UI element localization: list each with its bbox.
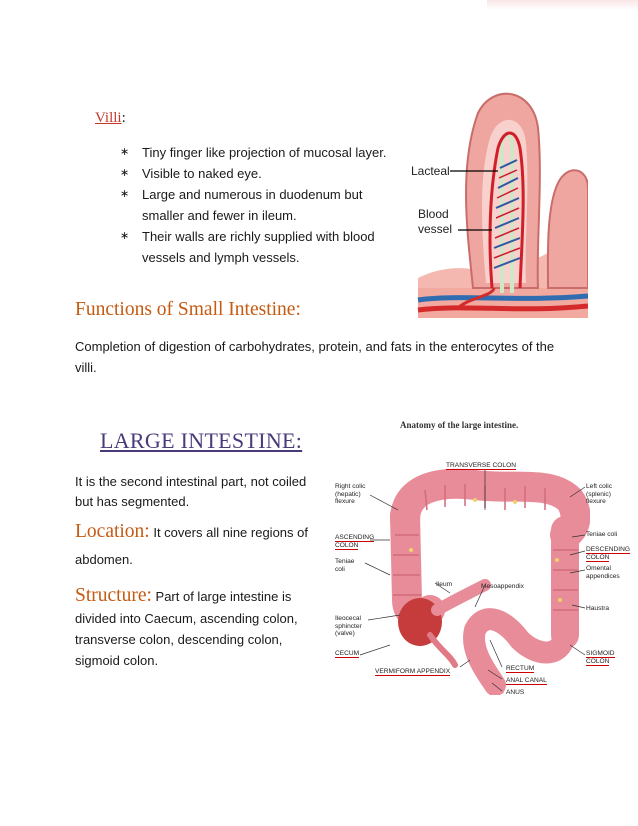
label-text: coli xyxy=(335,565,345,573)
villi-label-vessel: vessel xyxy=(418,222,453,236)
label-text: CECUM xyxy=(335,650,360,657)
label-text: COLON xyxy=(335,541,359,549)
label-text: ASCENDING xyxy=(335,534,375,541)
label-text: TRANSVERSE COLON xyxy=(446,462,516,469)
page-corner-decoration xyxy=(487,0,638,10)
bullet-icon: ∗ xyxy=(120,146,130,158)
structure-heading: Structure: xyxy=(75,585,152,606)
label-text: Ileocecal xyxy=(335,615,362,622)
list-item xyxy=(120,142,392,163)
functions-heading: Functions of Small Intestine: xyxy=(75,299,301,320)
label-text: DESCENDING xyxy=(586,546,630,553)
label-haustra: Haustra xyxy=(586,605,610,612)
label-text: COLON xyxy=(586,553,610,561)
label-teniae-coli-right: Teniae coli xyxy=(586,531,618,538)
label-text: ANAL CANAL xyxy=(506,677,547,684)
label-text: SIGMOID xyxy=(586,650,615,657)
label-text: COLON xyxy=(586,657,610,665)
villi-heading-colon: : xyxy=(121,110,126,126)
villi-heading-text: Villi xyxy=(95,110,122,126)
bullet-icon: ∗ xyxy=(120,230,130,242)
bullet-icon: ∗ xyxy=(120,188,130,200)
list-item xyxy=(120,163,392,184)
structure-paragraph xyxy=(75,584,325,671)
bullet-text: Tiny finger like projection of mucosal layer. xyxy=(142,145,387,160)
villi-label-blood: Blood xyxy=(418,207,449,221)
villi-label-lacteal: Lacteal xyxy=(411,164,450,178)
villi-heading xyxy=(95,110,126,127)
anatomy-figure-title: Anatomy of the large intestine. xyxy=(400,420,519,430)
label-text: (valve) xyxy=(335,630,355,637)
large-intestine-intro: It is the second intestinal part, not coiled but has segmented. xyxy=(75,474,307,509)
large-intestine-heading: LARGE INTESTINE: xyxy=(100,428,303,453)
label-anus: ANUS xyxy=(506,689,525,696)
label-text: VERMIFORM APPENDIX xyxy=(375,668,451,675)
location-heading: Location: xyxy=(75,521,150,542)
label-text: RECTUM xyxy=(506,665,535,672)
functions-text: Completion of digestion of carbohydrates, protein, and fats in the enterocytes of the villi. xyxy=(75,339,555,375)
label-text: Omental xyxy=(586,565,611,572)
label-text: flexure xyxy=(335,498,355,505)
bullet-icon: ∗ xyxy=(120,167,130,179)
label-text: Left colic xyxy=(586,483,613,490)
structure-text: Part of large intestine is divided into Caecum, ascending colon, transverse colon, descending colon, sigmoid colon. xyxy=(75,589,298,668)
label-mesoappendix: Mesoappendix xyxy=(481,583,524,590)
bullet-text: Visible to naked eye. xyxy=(142,166,262,181)
bullet-text: Large and numerous in duodenum but smaller and fewer in ileum. xyxy=(142,187,363,223)
list-item xyxy=(120,184,392,226)
label-text: Right colic xyxy=(335,483,366,490)
location-paragraph xyxy=(75,518,320,573)
bullet-text: Their walls are richly supplied with blood vessels and lymph vessels. xyxy=(142,229,375,265)
list-item xyxy=(120,226,392,268)
label-text: Teniae xyxy=(335,558,355,565)
label-text: (splenic) xyxy=(586,490,611,498)
location-text: It covers all nine regions of abdomen. xyxy=(75,525,308,567)
figure-leader-lines xyxy=(330,455,638,700)
label-ileum: Ileum xyxy=(436,581,453,588)
villi-bullet-list xyxy=(120,142,392,268)
label-text: (hepatic) xyxy=(335,490,361,498)
label-text: flexure xyxy=(586,498,606,505)
label-text: appendices xyxy=(586,572,620,580)
villi-diagram xyxy=(398,88,588,318)
label-text: sphincter xyxy=(335,622,362,630)
